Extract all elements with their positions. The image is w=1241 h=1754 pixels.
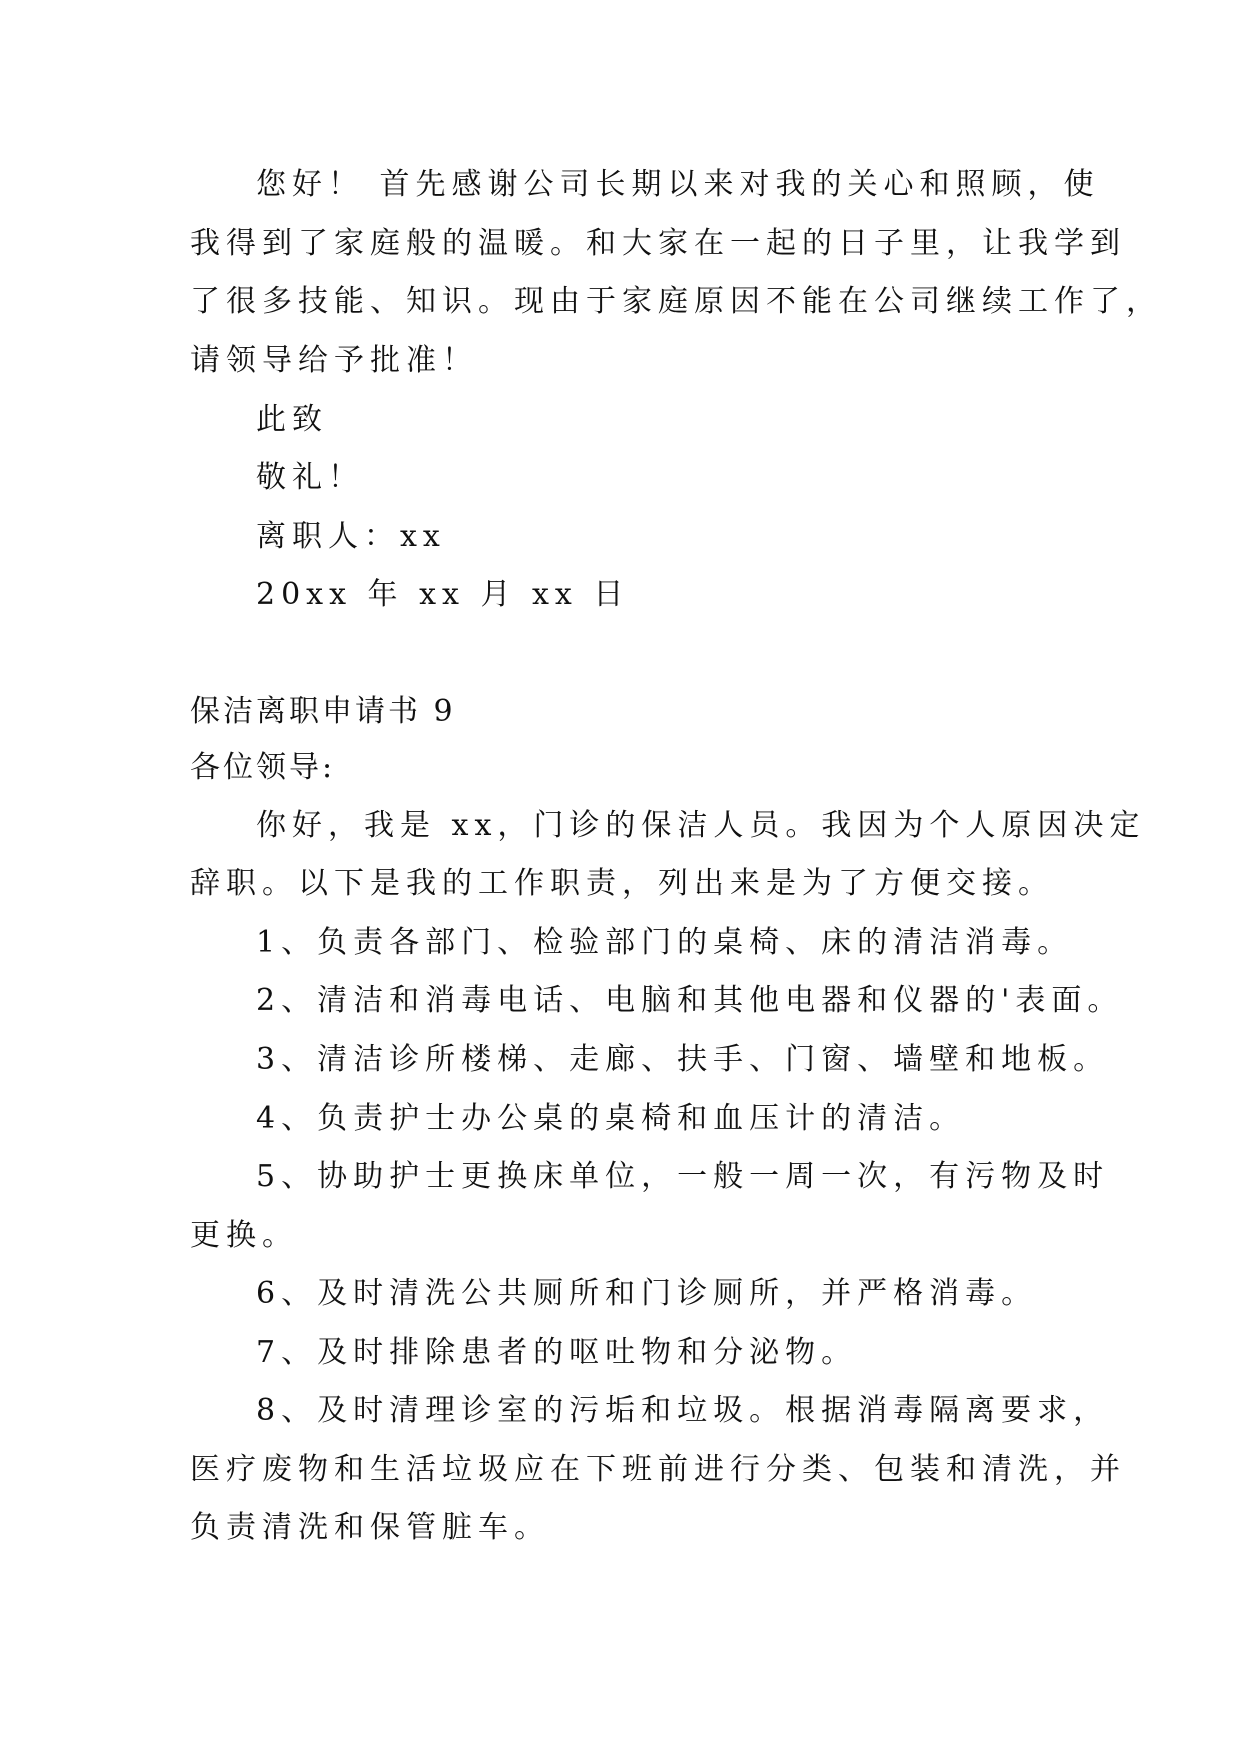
list-item: 5、协助护士更换床单位，一般一周一次，有污物及时: [256, 1159, 1110, 1194]
list-item: 2、清洁和消毒电话、电脑和其他电器和仪器的'表面。: [256, 983, 1124, 1018]
paragraph-line: 您好！ 首先感谢公司长期以来对我的关心和照顾，使: [256, 167, 1100, 202]
paragraph-line: 请领导给予批准！: [190, 343, 478, 378]
list-item: 6、及时清洗公共厕所和门诊厕所，并严格消毒。: [256, 1276, 1038, 1311]
list-item: 8、及时清理诊室的污垢和垃圾。根据消毒隔离要求，: [256, 1393, 1110, 1428]
paragraph-line: 了很多技能、知识。现由于家庭原因不能在公司继续工作了，: [190, 284, 1162, 319]
intro-line: 你好，我是 xx，门诊的保洁人员。我因为个人原因决定: [256, 808, 1146, 843]
list-item: 3、清洁诊所楼梯、走廊、扶手、门窗、墙壁和地板。: [256, 1042, 1110, 1077]
greeting: 各位领导:: [190, 750, 336, 785]
list-item: 4、负责护士办公桌的桌椅和血压计的清洁。: [256, 1101, 966, 1136]
list-item-continuation: 医疗废物和生活垃圾应在下班前进行分类、包装和清洗，并: [190, 1452, 1126, 1487]
paragraph-line: 我得到了家庭般的温暖。和大家在一起的日子里，让我学到: [190, 226, 1126, 261]
list-item: 1、负责各部门、检验部门的桌椅、床的清洁消毒。: [256, 925, 1074, 960]
salute: 敬礼！: [256, 460, 364, 495]
list-item-continuation: 负责清洗和保管脏车。: [190, 1510, 550, 1545]
list-item-continuation: 更换。: [190, 1218, 298, 1253]
intro-line: 辞职。以下是我的工作职责，列出来是为了方便交接。: [190, 866, 1054, 901]
closing-phrase: 此致: [256, 402, 328, 437]
signer: 离职人：xx: [256, 519, 446, 554]
date: 20xx 年 xx 月 xx 日: [256, 577, 630, 612]
section-title: 保洁离职申请书 9: [190, 694, 456, 729]
list-item: 7、及时排除患者的呕吐物和分泌物。: [256, 1335, 858, 1370]
